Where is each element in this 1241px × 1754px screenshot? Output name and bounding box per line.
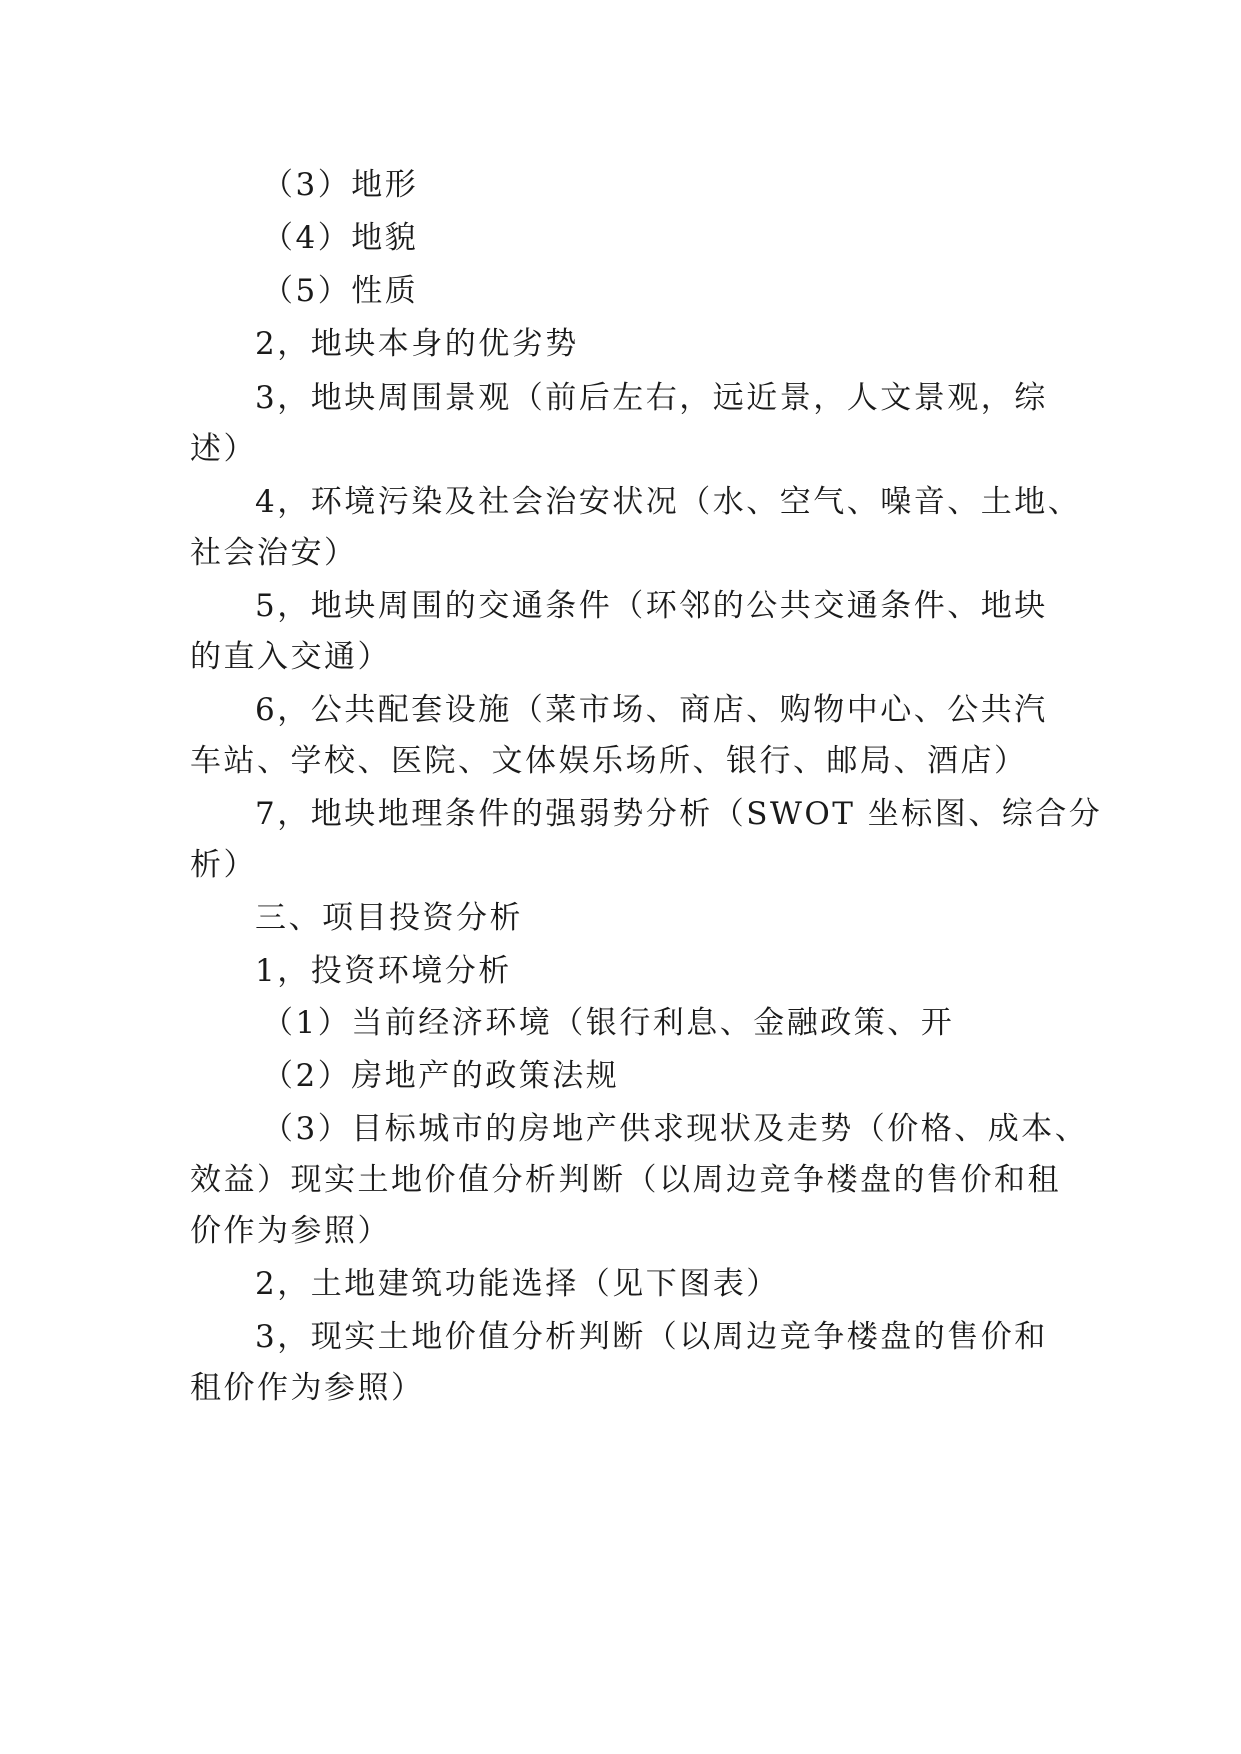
item-swot-analysis: 7，地块地理条件的强弱势分析（SWOT 坐标图、综合分 — [255, 796, 1103, 832]
sub-item-economy: （1）当前经济环境（银行利息、金融政策、开 — [262, 1005, 955, 1041]
item-traffic-conditions: 5，地块周围的交通条件（环邻的公共交通条件、地块 — [255, 588, 1048, 624]
item-building-function: 2，土地建筑功能选择（见下图表） — [255, 1266, 780, 1302]
item-continuation: 的直入交通） — [190, 639, 391, 675]
sub-item-supply-demand: （3）目标城市的房地产供求现状及走势（价格、成本、 — [262, 1111, 1089, 1147]
item-continuation: 价作为参照） — [190, 1213, 391, 1249]
item-continuation: 社会治安） — [190, 535, 358, 571]
item-land-value: 3，现实土地价值分析判断（以周边竞争楼盘的售价和 — [255, 1319, 1048, 1355]
item-continuation: 租价作为参照） — [190, 1370, 425, 1406]
item-investment-environment: 1，投资环境分析 — [255, 953, 512, 989]
sub-item-policy: （2）房地产的政策法规 — [262, 1058, 620, 1094]
item-environment-security: 4，环境污染及社会治安状况（水、空气、噪音、土地、 — [255, 484, 1082, 520]
item-continuation: 述） — [190, 431, 257, 467]
sub-item-nature: （5）性质 — [262, 273, 419, 309]
item-public-facilities: 6，公共配套设施（菜市场、商店、购物中心、公共汽 — [255, 692, 1048, 728]
item-continuation: 效益）现实土地价值分析判断（以周边竞争楼盘的售价和租 — [190, 1162, 1061, 1198]
item-plot-strengths: 2，地块本身的优劣势 — [255, 326, 579, 362]
item-continuation: 析） — [190, 847, 257, 883]
sub-item-landform: （4）地貌 — [262, 220, 419, 256]
sub-item-terrain: （3）地形 — [262, 167, 419, 203]
item-continuation: 车站、学校、医院、文体娱乐场所、银行、邮局、酒店） — [190, 743, 1028, 779]
item-surrounding-landscape: 3，地块周围景观（前后左右，远近景，人文景观，综 — [255, 380, 1048, 416]
section-heading: 三、项目投资分析 — [255, 900, 523, 936]
